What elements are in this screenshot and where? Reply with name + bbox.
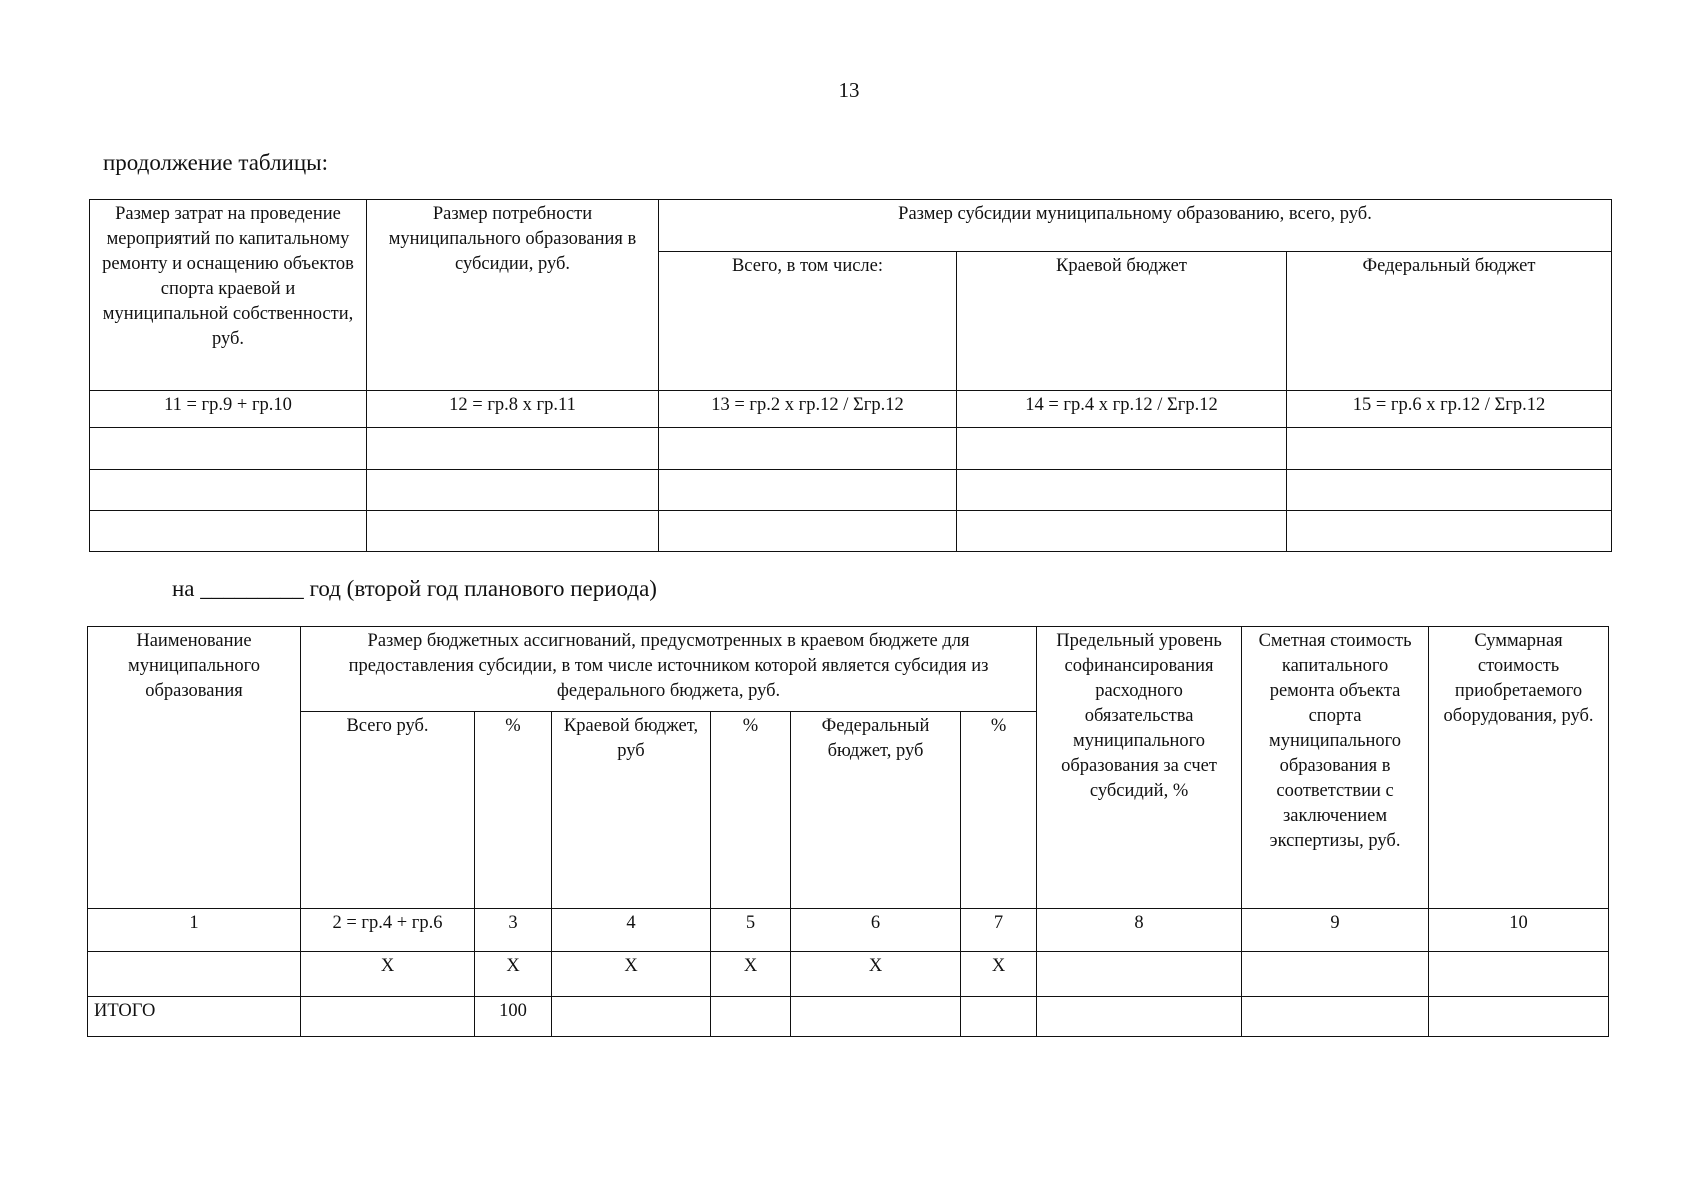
header-col-3: % [475,712,552,909]
formula-cell: 13 = гр.2 х гр.12 / Σгр.12 [659,391,957,428]
header-col-10: Суммарная стоимость приобретаемого оборудования, руб. [1429,627,1609,909]
header-col-11: Размер затрат на проведение мероприятий по капитальному ремонту и оснащению объектов спорта краевой и муниципальной собственности, руб. [90,200,367,391]
table1-formula-row [90,391,1612,428]
table-cell [1429,952,1609,997]
empty-cell [1037,997,1242,1037]
empty-cell [711,997,791,1037]
continuation-caption: продолжение таблицы: [103,150,329,175]
table-row [90,428,1612,470]
header-col-13: Всего, в том числе: [659,252,957,391]
total-percent: 100 [475,997,552,1037]
period-suffix: год (второй год планового периода) [309,576,657,601]
table1-header-row-1 [90,200,1612,252]
empty-cell [367,428,659,470]
header-col-5: % [711,712,791,909]
table-cell: Х [552,952,711,997]
formula-cell: 12 = гр.8 х гр.11 [367,391,659,428]
header-col-8: Предельный уровень софинансирования расходного обязательства муниципального образования за счет субсидий, % [1037,627,1242,909]
header-col-1: Наименование муниципального образования [88,627,301,909]
column-number: 9 [1242,909,1429,952]
column-number: 3 [475,909,552,952]
table-cell: Х [961,952,1037,997]
formula-cell: 11 = гр.9 + гр.10 [90,391,367,428]
table-cell: Х [301,952,475,997]
header-col-2: Всего руб. [301,712,475,909]
table-cell: Х [791,952,961,997]
empty-cell [659,428,957,470]
empty-cell [957,511,1287,552]
empty-cell [90,428,367,470]
column-number: 6 [791,909,961,952]
subsidy-continuation-table [89,199,1612,552]
empty-cell [1429,997,1609,1037]
empty-cell [1287,470,1612,511]
empty-cell [961,997,1037,1037]
table-cell [1242,952,1429,997]
empty-cell [1287,428,1612,470]
header-col-6: Федеральный бюджет, руб [791,712,961,909]
empty-cell [957,428,1287,470]
empty-cell [659,511,957,552]
header-col-12: Размер потребности муниципального образования в субсидии, руб. [367,200,659,391]
budget-allocation-table [87,626,1609,1037]
column-number: 2 = гр.4 + гр.6 [301,909,475,952]
column-number: 4 [552,909,711,952]
year-blank: _________ [200,576,304,601]
table2-number-row [88,909,1609,952]
empty-cell [552,997,711,1037]
table2-total-row [88,997,1609,1037]
table-cell [1037,952,1242,997]
empty-cell [367,470,659,511]
empty-cell [301,997,475,1037]
column-number: 10 [1429,909,1609,952]
header-col-7: % [961,712,1037,909]
table-row [90,470,1612,511]
empty-cell [1287,511,1612,552]
column-number: 1 [88,909,301,952]
header-col-14: Краевой бюджет [957,252,1287,391]
empty-cell [791,997,961,1037]
table-cell: Х [475,952,552,997]
header-col-9: Сметная стоимость капитального ремонта объекта спорта муниципального образования в соответствии с заключением экспертизы, руб. [1242,627,1429,909]
header-subsidy-group: Размер субсидии муниципальному образованию, всего, руб. [659,200,1612,252]
empty-cell [90,511,367,552]
column-number: 7 [961,909,1037,952]
table-cell [88,952,301,997]
table2-header-row-1 [88,627,1609,712]
empty-cell [659,470,957,511]
header-col-4: Краевой бюджет, руб [552,712,711,909]
header-col-15: Федеральный бюджет [1287,252,1612,391]
column-number: 8 [1037,909,1242,952]
column-number: 5 [711,909,791,952]
table-row [88,952,1609,997]
empty-cell [90,470,367,511]
formula-cell: 14 = гр.4 х гр.12 / Σгр.12 [957,391,1287,428]
table-row [90,511,1612,552]
empty-cell [367,511,659,552]
empty-cell [1242,997,1429,1037]
empty-cell [957,470,1287,511]
period-caption [172,576,657,602]
formula-cell: 15 = гр.6 х гр.12 / Σгр.12 [1287,391,1612,428]
period-prefix: на [172,576,195,601]
header-budget-group: Размер бюджетных ассигнований, предусмотренных в краевом бюджете для предоставления субсидии, в том числе источником которой является субсидия из федерального бюджета, руб. [301,627,1037,712]
page-number: 13 [838,78,860,102]
table-cell: Х [711,952,791,997]
total-label: ИТОГО [88,997,301,1037]
